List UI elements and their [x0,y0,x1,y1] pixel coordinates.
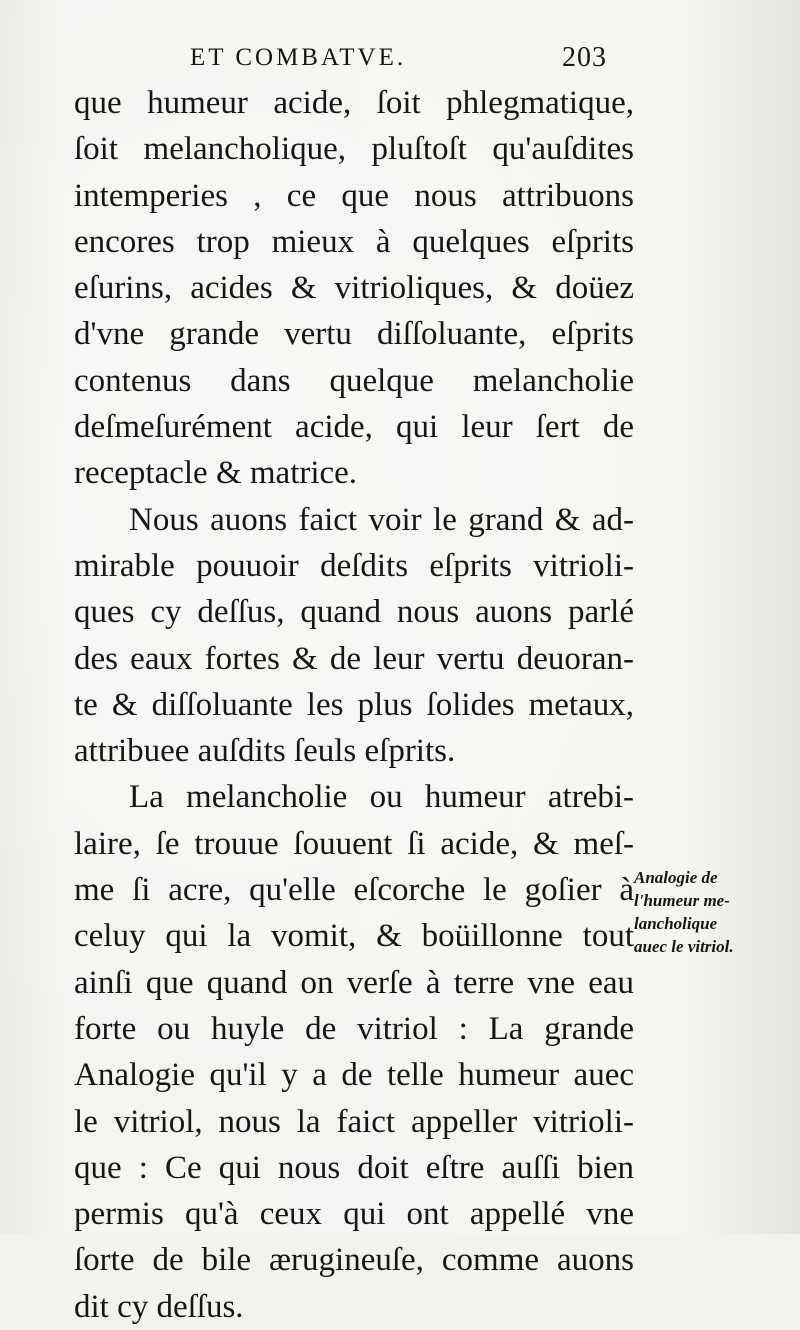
text-line: dit cy deſſus. [74,1288,244,1325]
text-line: encores trop mieux à quelques eſprits [74,223,634,260]
text-line: receptacle & matrice. [74,455,358,492]
marginal-note-line: l'humeur me- [634,891,730,910]
text-line: ques cy deſſus, quand nous auons parlé [74,594,634,631]
text-line: le vitriol, nous la faict appeller vitrioli- [74,1103,634,1140]
marginal-note-line: lancholique [634,914,718,933]
text-line: deſmeſurément acide, qui leur ſert de [74,409,634,446]
paragraph-start-line: La melancholie ou humeur atrebi- [129,779,634,816]
text-line: laire, ſe trouue ſouuent ſi acide, & meſ- [74,825,634,862]
text-line: eſurins, acides & vitrioliques, & doüez [74,270,634,307]
text-line: ainſi que quand on verſe à terre vne eau [74,964,634,1001]
text-line: Analogie qu'il y a de telle humeur auec [74,1057,634,1094]
text-line: que : Ce qui nous doit eſtre auſſi bien [74,1149,634,1186]
text-line: forte ou huyle de vitriol : La grande [74,1010,634,1047]
text-line: que humeur acide, ſoit phlegmatique, [74,85,634,121]
text-line: me ſi acre, qu'elle eſcorche le goſier à [74,872,634,909]
marginal-note-line: auec le vitriol. [634,937,734,956]
text-line: attribuee auſdits ſeuls eſprits. [74,733,456,770]
page-number: 203 [562,42,607,73]
text-line: te & diſſoluante les plus ſolides metaux, [74,686,634,723]
text-line: ſorte de bile ærugineuſe, comme auons [74,1242,634,1279]
text-line: ſoit melancholique, pluſtoſt qu'auſdites [74,131,634,168]
text-line: celuy qui la vomit, & boüillonne tout [74,918,634,955]
paragraph-start-line: Nous auons faict voir le grand & ad- [129,501,634,538]
main-text-block [74,80,634,1330]
text-line: mirable pouuoir deſdits eſprits vitrioli- [74,547,634,584]
marginal-note-line: Analogie de [634,868,718,887]
text-line: intemperies , ce que nous attribuons [74,177,634,214]
text-line: des eaux fortes & de leur vertu deuoran- [74,640,634,677]
text-line: d'vne grande vertu diſſoluante, eſprits [74,316,634,353]
text-line: permis qu'à ceux qui ont appellé vne [74,1196,634,1233]
running-title: ET COMBATVE. [190,44,407,71]
marginal-note [634,866,794,958]
text-line: contenus dans quelque melancholie [74,362,634,399]
